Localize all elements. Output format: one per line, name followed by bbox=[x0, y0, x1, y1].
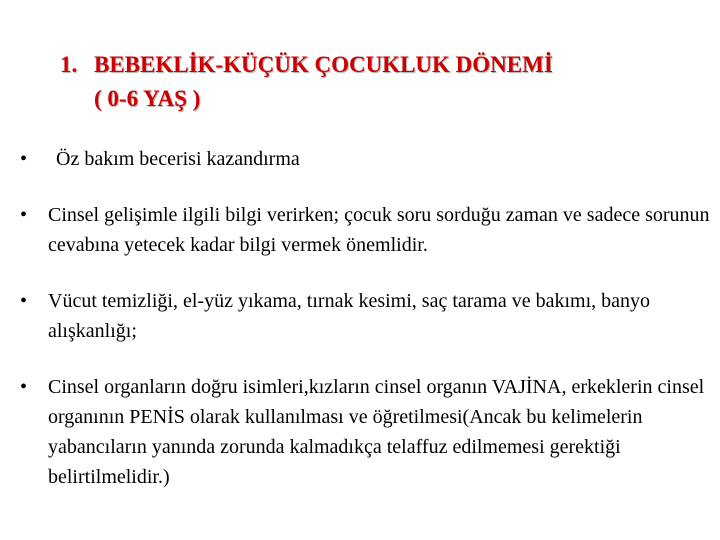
slide-title bbox=[60, 48, 700, 116]
bullet-text: Öz bakım becerisi kazandırma bbox=[56, 148, 300, 170]
title-number: 1. bbox=[60, 52, 78, 77]
bullet-item bbox=[20, 144, 710, 174]
title-line-2: ( 0-6 YAŞ ) bbox=[94, 86, 201, 111]
bullet-text: Cinsel organların doğru isimleri,kızların cinsel organın VAJİNA, erkeklerin cinsel organının PENİS olarak kullanılması ve öğretilmesi(Ancak bu kelimelerin yabancıların yanında zorunda kalmadıkça telaffuz edilmemesi gerektiği belirtilmelidir.) bbox=[48, 376, 705, 488]
bullet-list bbox=[20, 144, 710, 518]
bullet-dot-icon: • bbox=[20, 204, 28, 226]
bullet-item bbox=[20, 200, 710, 260]
bullet-item bbox=[20, 286, 710, 346]
bullet-text: Cinsel gelişimle ilgili bilgi verirken; çocuk soru sorduğu zaman ve sadece sorunun cevabına yetecek kadar bilgi vermek önemlidir. bbox=[48, 204, 710, 256]
bullet-text: Vücut temizliği, el-yüz yıkama, tırnak kesimi, saç tarama ve bakımı, banyo alışkanlığı; bbox=[48, 290, 651, 342]
bullet-dot-icon: • bbox=[20, 290, 28, 312]
bullet-dot-icon: • bbox=[20, 376, 28, 398]
title-text: BEBEKLİK-KÜÇÜK ÇOCUKLUK DÖNEMİ bbox=[94, 52, 553, 77]
bullet-item bbox=[20, 372, 710, 492]
title-line-1 bbox=[60, 48, 700, 82]
bullet-dot-icon: • bbox=[20, 148, 28, 170]
